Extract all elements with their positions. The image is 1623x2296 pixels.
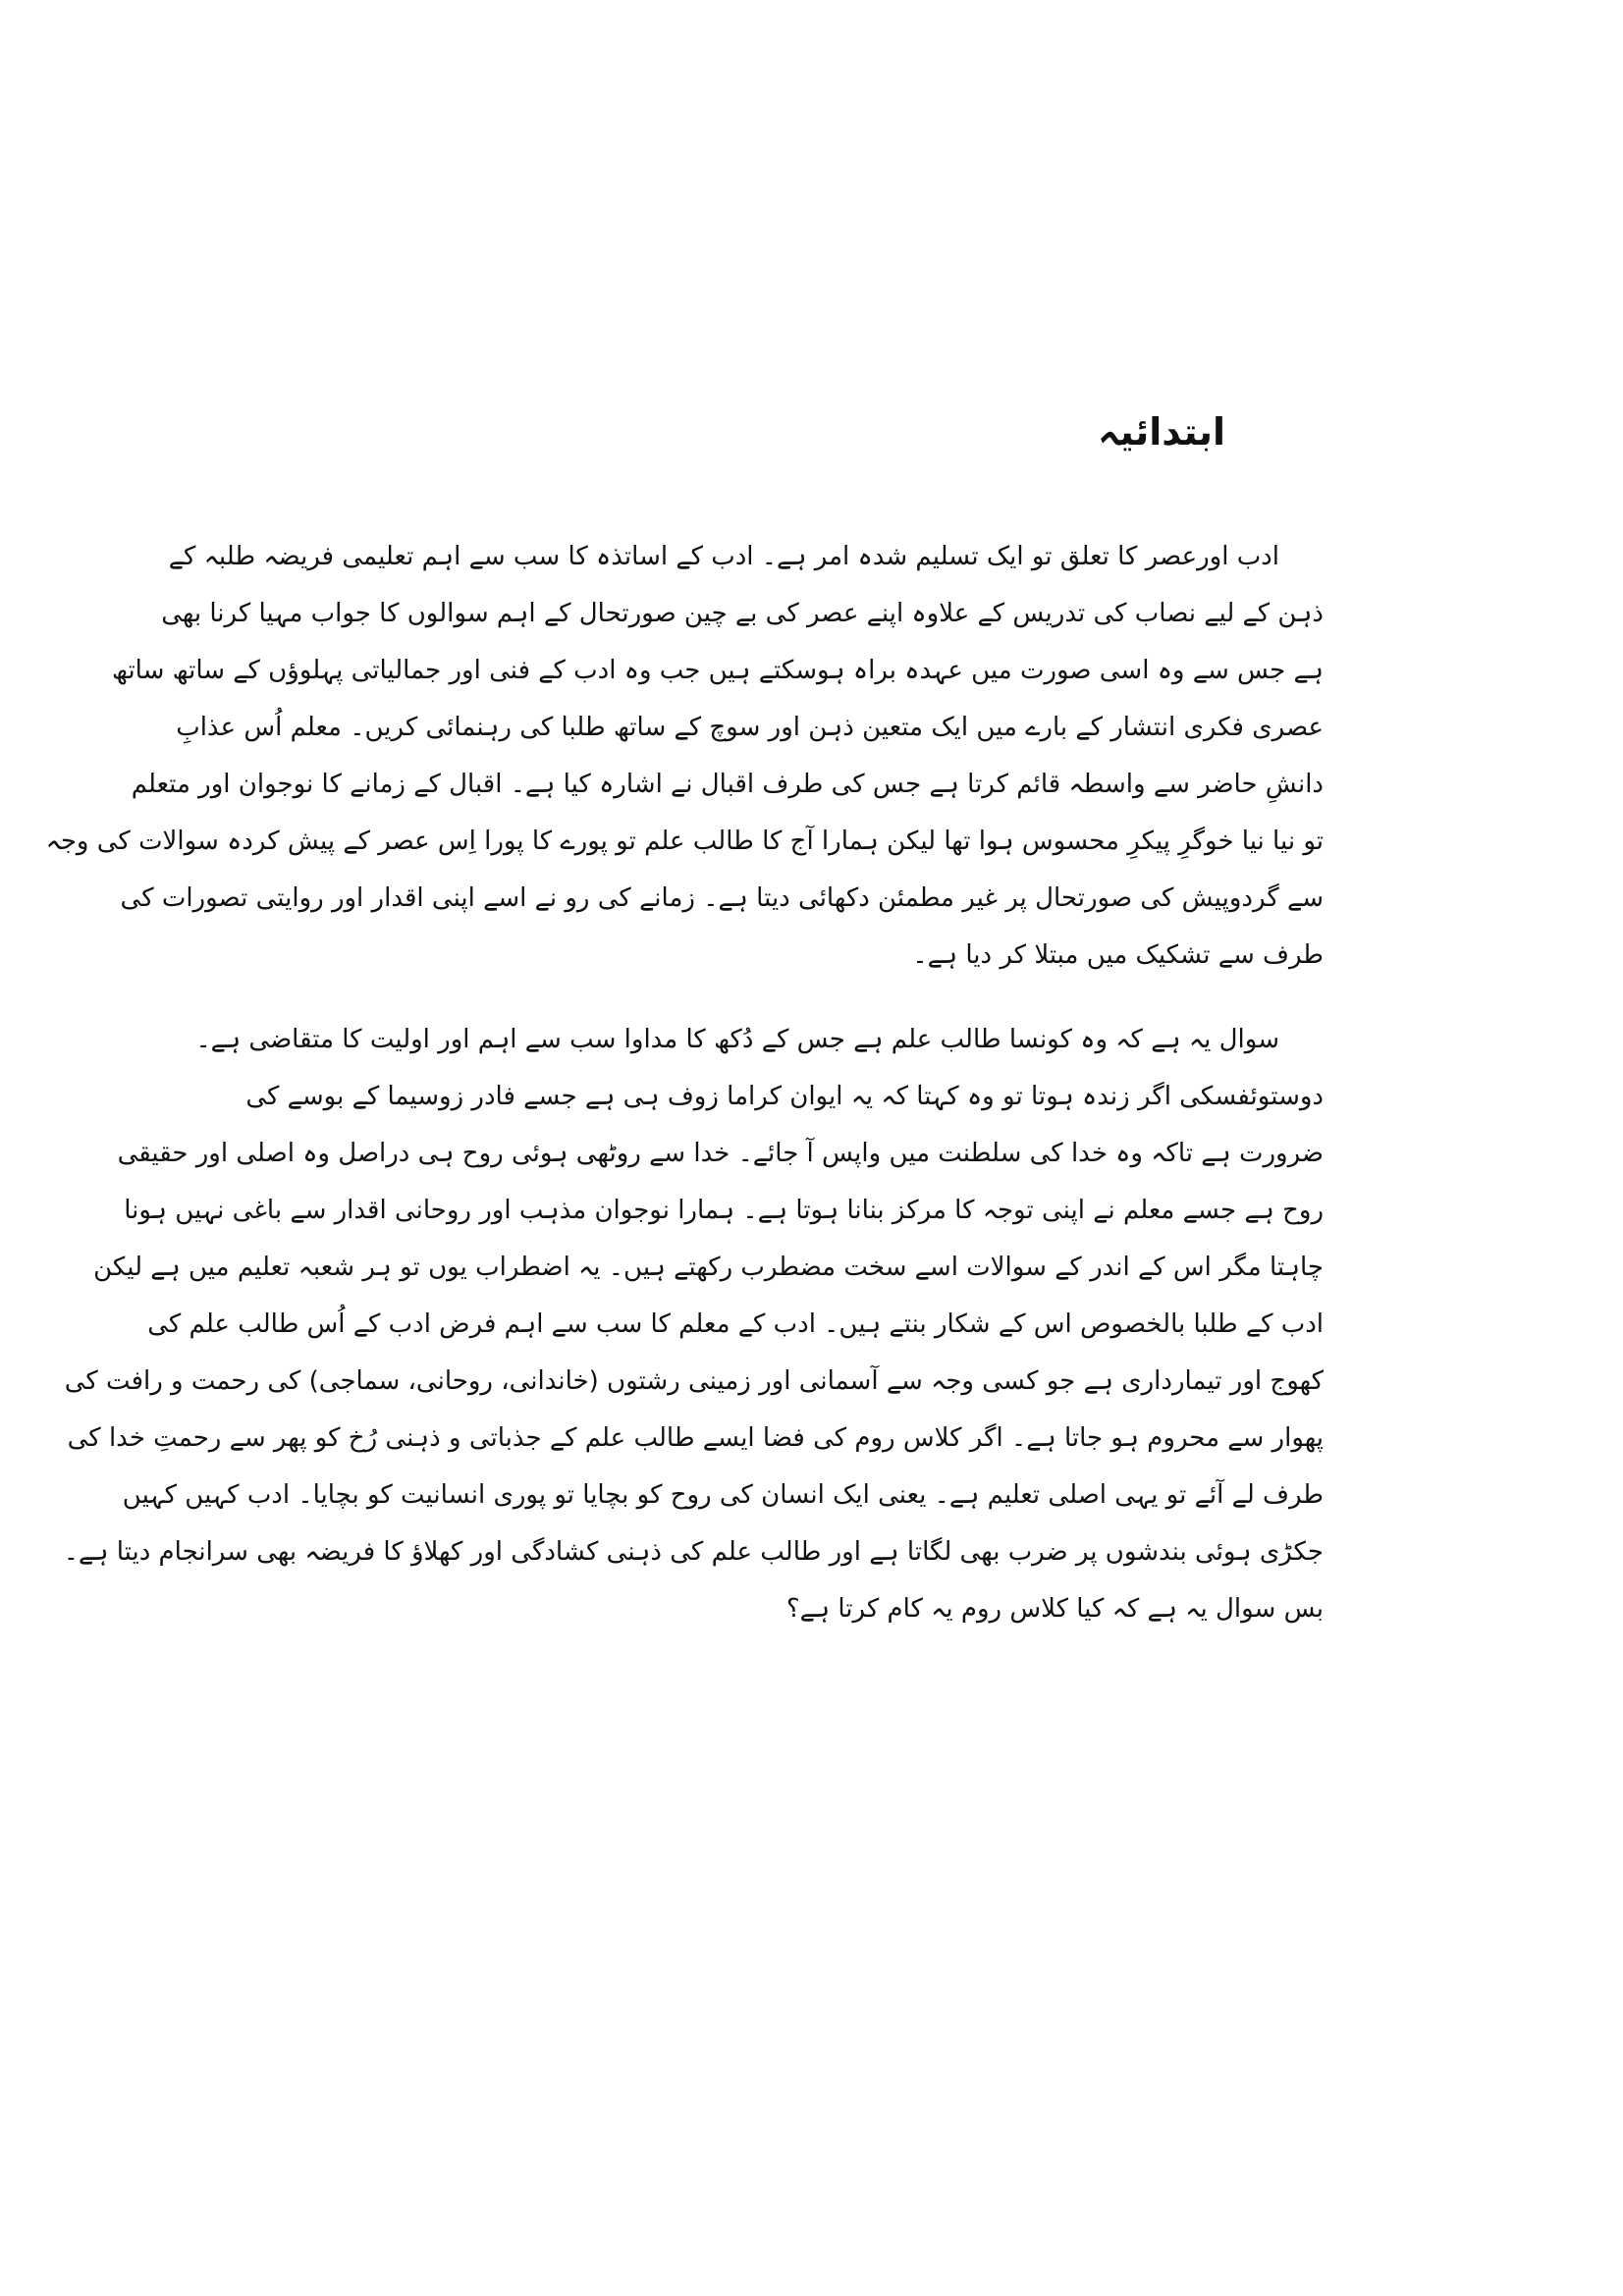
paragraph-2 — [63, 1011, 1324, 1637]
page-title: ابتدائیہ — [1098, 410, 1225, 454]
text-line: عصری فکری انتشار کے بارے میں ایک متعین ذہن اور سوچ کے ساتھ طلبا کی رہنمائی کریں۔ معلم اُس عذابِ — [176, 713, 1324, 742]
text-line: ہے جس سے وہ اسی صورت میں عہدہ براہ ہوسکتے ہیں جب وہ ادب کے فنی اور جمالیاتی پہلوؤں کے ساتھ ساتھ — [112, 656, 1324, 685]
text-line: روح ہے جسے معلم نے اپنی توجہ کا مرکز بنانا ہوتا ہے۔ ہمارا نوجوان مذہب اور روحانی اقدار سے باغی نہیں ہونا — [124, 1196, 1324, 1225]
text-line: ضرورت ہے تاکہ وہ خدا کی سلطنت میں واپس آ جائے۔ خدا سے روٹھی ہوئی روح ہی دراصل وہ اصلی اور حقیقی — [117, 1139, 1324, 1168]
paragraph-1 — [45, 528, 1324, 984]
text-line: پھوار سے محروم ہو جاتا ہے۔ اگر کلاس روم کی فضا ایسے طالب علم کے جذباتی و ذہنی رُخ کو پھر سے رحمتِ خدا کی — [67, 1423, 1324, 1453]
text-line: بس سوال یہ ہے کہ کیا کلاس روم یہ کام کرتا ہے؟ — [785, 1594, 1324, 1624]
text-line: ذہن کے لیے نصاب کی تدریس کے علاوہ اپنے عصر کی بے چین صورتحال کے اہم سوالوں کا جواب مہیا کرنا بھی — [161, 599, 1324, 628]
text-line: چاہتا مگر اس کے اندر کے سوالات اسے سخت مضطرب رکھتے ہیں۔ یہ اضطراب یوں تو ہر شعبہ تعلیم میں ہے لیکن — [93, 1253, 1324, 1282]
text-line: کھوج اور تیمارداری ہے جو کسی وجہ سے آسمانی اور زمینی رشتوں (خاندانی، روحانی، سماجی) کی رحمت و رافت کی — [64, 1366, 1324, 1396]
text-line: ادب کے طلبا بالخصوص اس کے شکار بنتے ہیں۔ ادب کے معلم کا سب سے اہم فرض ادب کے اُس طالب علم کی — [147, 1309, 1324, 1339]
text-line: جکڑی ہوئی بندشوں پر ضرب بھی لگاتا ہے اور طالب علم کی ذہنی کشادگی اور کھلاؤ کا فریضہ بھی سرانجام دیتا ہے۔ — [63, 1537, 1324, 1567]
body-text — [45, 528, 1324, 1637]
text-line: دوستوئفسکی اگر زندہ ہوتا تو وہ کہتا کہ یہ ایوان کراما زوف ہی ہے جسے فادر زوسیما کے بوسے کی — [245, 1082, 1324, 1111]
text-line: طرف لے آئے تو یہی اصلی تعلیم ہے۔ یعنی ایک انسان کی روح کو بچایا تو پوری انسانیت کو بچایا۔ ادب کہیں کہیں — [122, 1480, 1324, 1510]
text-line: طرف سے تشکیک میں مبتلا کر دیا ہے۔ — [912, 940, 1324, 970]
text-line: سے گردوپیش کی صورتحال پر غیر مطمئن دکھائی دیتا ہے۔ زمانے کی رو نے اسے اپنی اقدار اور روایتی تصورات کی — [120, 883, 1324, 913]
text-line: سوال یہ ہے کہ وہ کونسا طالب علم ہے جس کے دُکھ کا مداوا سب سے اہم اور اولیت کا متقاضی ہے۔ — [195, 1025, 1279, 1054]
text-line: دانشِ حاضر سے واسطہ قائم کرتا ہے جس کی طرف اقبال نے اشارہ کیا ہے۔ اقبال کے زمانے کا نوجوان اور متعلم — [131, 770, 1324, 799]
text-line: تو نیا نیا خوگرِ پیکرِ محسوس ہوا تھا لیکن ہمارا آج کا طالب علم تو پورے کا پورا اِس عصر کے پیش کردہ سوالات کی وجہ — [45, 827, 1324, 856]
text-line: ادب اورعصر کا تعلق تو ایک تسلیم شدہ امر ہے۔ ادب کے اساتذہ کا سب سے اہم تعلیمی فریضہ طلبہ کے — [168, 542, 1279, 571]
